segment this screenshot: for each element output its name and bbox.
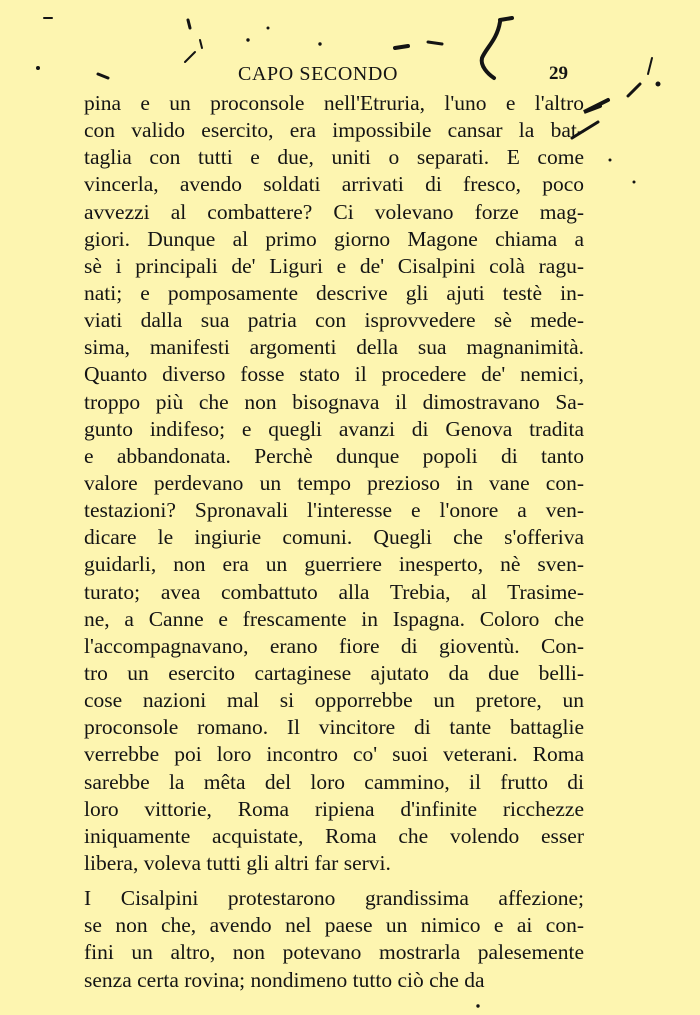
paragraph-gap — [84, 877, 584, 885]
text-line: iniquamente acquistate, Roma che volendo esser — [84, 823, 584, 848]
text-line: libera, voleva tutti gli altri far servi. — [84, 850, 391, 875]
text-line: tro un esercito cartaginese ajutato da due belli- — [84, 660, 584, 685]
text-line: turato; avea combattuto alla Trebia, al Trasime- — [84, 579, 584, 604]
text-line: proconsole romano. Il vincitore di tante battaglie — [84, 715, 584, 740]
text-line: pina e un proconsole nell'Etruria, l'uno e l'altro — [84, 91, 584, 115]
text-line: se non che, avendo nel paese un nimico e ai con- — [84, 913, 584, 938]
text-line: I Cisalpini protestarono grandissima affezione; — [84, 886, 584, 911]
text-line: testazioni? Spronavali l'interesse e l'onore a ven- — [84, 498, 584, 523]
text-line: vincerla, avendo soldati arrivati di fresco, poco — [84, 172, 584, 197]
text-line: senza certa rovina; nondimeno tutto ciò che da — [84, 967, 485, 992]
running-head: CAPO SECONDO — [238, 63, 399, 85]
text-line: cose nazioni mal si opporrebbe un pretore, un — [84, 688, 584, 713]
text-line: taglia con tutti e due, uniti o separati. E come — [84, 145, 584, 170]
text-line: dicare le ingiurie comuni. Quegli che s'offeriva — [84, 525, 584, 550]
text-line: viati dalla sua patria con isprovvedere sè mede- — [84, 308, 584, 333]
text-line: e abbandonata. Perchè dunque popoli di tanto — [84, 443, 584, 468]
text-line: avvezzi al combattere? Ci volevano forze mag- — [84, 199, 584, 224]
text-line: nati; e pomposamente descrive gli ajuti testè in- — [84, 280, 584, 305]
text-line: l'accompagnavano, erano fiore di gioventù. Con- — [84, 633, 584, 658]
text-line: giori. Dunque al primo giorno Magone chiama a — [84, 226, 584, 251]
text-line: ne, a Canne e frescamente in Ispagna. Coloro che — [84, 606, 584, 631]
text-line: Quanto diverso fosse stato il procedere de' nemici, — [84, 362, 584, 387]
text-line: gunto indifeso; e quegli avanzi di Genova tradita — [84, 416, 584, 441]
text-line: guidarli, non era un guerriere inesperto, nè sven- — [84, 552, 584, 577]
body-text — [84, 90, 584, 994]
text-line: fini un altro, non potevano mostrarla palesemente — [84, 940, 584, 965]
text-line: troppo più che non bisognava il dimostravano Sa- — [84, 389, 584, 414]
text-line: sima, manifesti argomenti della sua magnanimità. — [84, 335, 584, 360]
text-line: valore perdevano un tempo prezioso in vane con- — [84, 470, 584, 495]
page-number: 29 — [549, 63, 568, 84]
paragraph — [84, 885, 584, 994]
text-line: loro vittorie, Roma ripiena d'infinite ricchezze — [84, 796, 584, 821]
text-line: sè i principali de' Liguri e de' Cisalpini colà ragu- — [84, 253, 584, 278]
paragraph — [84, 90, 584, 877]
page-header — [0, 60, 700, 90]
text-line: verrebbe poi loro incontro co' suoi veterani. Roma — [84, 742, 584, 767]
text-line: sarebbe la mêta del loro cammino, il frutto di — [84, 769, 584, 794]
text-line: con valido esercito, era impossibile cansar la bat- — [84, 118, 584, 143]
